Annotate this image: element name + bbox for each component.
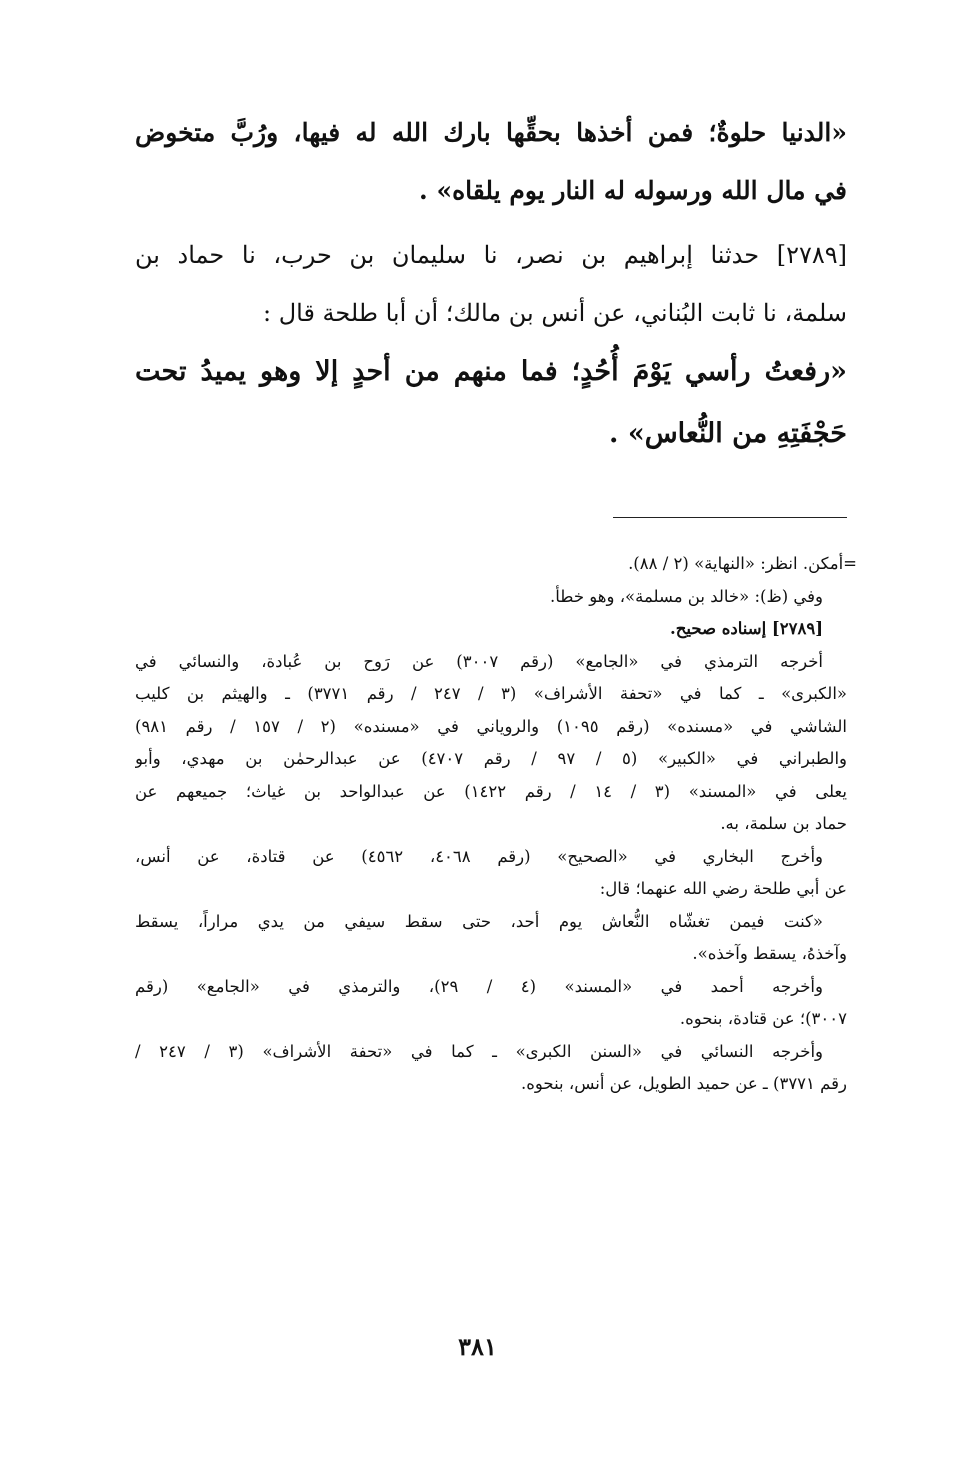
footnote-quote-line: وآخذهُ، يسقط وآخذه». — [692, 944, 847, 963]
hadith-text-2 — [135, 341, 847, 465]
isnad-paragraph — [135, 226, 847, 342]
footnote-line: الشاشي في «مسنده» (رقم ١٠٩٥) والروياني في «مسنده» (٢ / ١٥٧ / رقم ٩٨١) — [135, 716, 847, 736]
footnote-line: والطبراني في «الكبير» (٥ / ٩٧ / رقم ٤٧٠٧) عن عبدالرحمٰن بن مهدي، وأبو — [135, 749, 847, 768]
page-number: ٣٨١ — [458, 1332, 497, 1361]
footnote-line: أخرجه الترمذي في «الجامع» (رقم ٣٠٠٧) عن رَوح بن عُبادة، والنسائي في — [135, 651, 824, 671]
footnote-line: حماد بن سلمة، به. — [720, 814, 847, 833]
text-line: سلمة، نا ثابت البُناني، عن أنس بن مالك؛ أن أبا طلحة قال : — [262, 299, 847, 327]
footnote-quote-line: «كنت فيمن تغشّاه النُّعاش يوم أحد، حتى سقط سيفي من يدي مراراً، يسقط — [135, 911, 823, 931]
text-line: حَجْفَتِهِ من النُّعاس» . — [609, 418, 847, 449]
footnote-continuation: =أمكن. انظر: «النهاية» (٢ / ٨٨). — [628, 554, 857, 573]
footnotes — [135, 548, 857, 1101]
footnote-line: ٣٠٠٧)؛ عن قتادة، بنحوه. — [679, 1009, 847, 1028]
footnote-line: وأخرجه النسائي في «السنن الكبرى» ـ كما في «تحفة الأشراف» (٣ / ٢٤٧ / — [135, 1041, 823, 1061]
text-line: في مال الله ورسوله له النار يوم يلقاه» . — [419, 176, 847, 205]
footnote-line: «الكبرى» ـ كما في «تحفة الأشراف» (٣ / ٢٤٧ / رقم ٣٧٧١) ـ والهيثم بن كليب — [135, 684, 847, 703]
footnote-line: عن أبي طلحة رضي الله عنهما؛ قال: — [599, 879, 847, 898]
footnote-grade: [٢٧٨٩] إسناده صحيح. — [669, 619, 823, 638]
footnote-line: يعلى في «المسند» (٣ / ١٤ / رقم ١٤٢٢) عن عبدالواحد بن غياث؛ جميعهم عن — [135, 781, 847, 801]
footnote-variant: وفي (ظ): «خالد بن مسلمة»، وهو خطأ. — [550, 586, 823, 606]
text-line: «رفعتُ رأسي يَوْمَ أُحُدٍ؛ فما منهم من أحدٍ إلا وهو يميدُ تحت — [135, 356, 847, 387]
text-line: «الدنيا حلوةٌ؛ فمن أخذها بحقِّها بارك الله له فيها، ورُبَّ متخوض — [135, 118, 847, 147]
footnote-line: رقم ٣٧٧١) ـ عن حميد الطويل، عن أنس، بنحوه. — [521, 1074, 847, 1093]
text-line: [٢٧٨٩] حدثنا إبراهيم بن نصر، نا سليمان بن حرب، نا حماد بن — [135, 241, 847, 269]
footnote-line: وأخرجه أحمد في «المسند» (٤ / ٢٩)، والترمذي في «الجامع» (رقم — [135, 976, 823, 996]
footnote-separator — [613, 517, 847, 518]
footnote-line: وأخرج البخاري في «الصحيح» (رقم ٤٠٦٨، ٤٥٦٢) عن قتادة، عن أنس، — [135, 846, 823, 866]
hadith-text-1 — [135, 104, 847, 220]
